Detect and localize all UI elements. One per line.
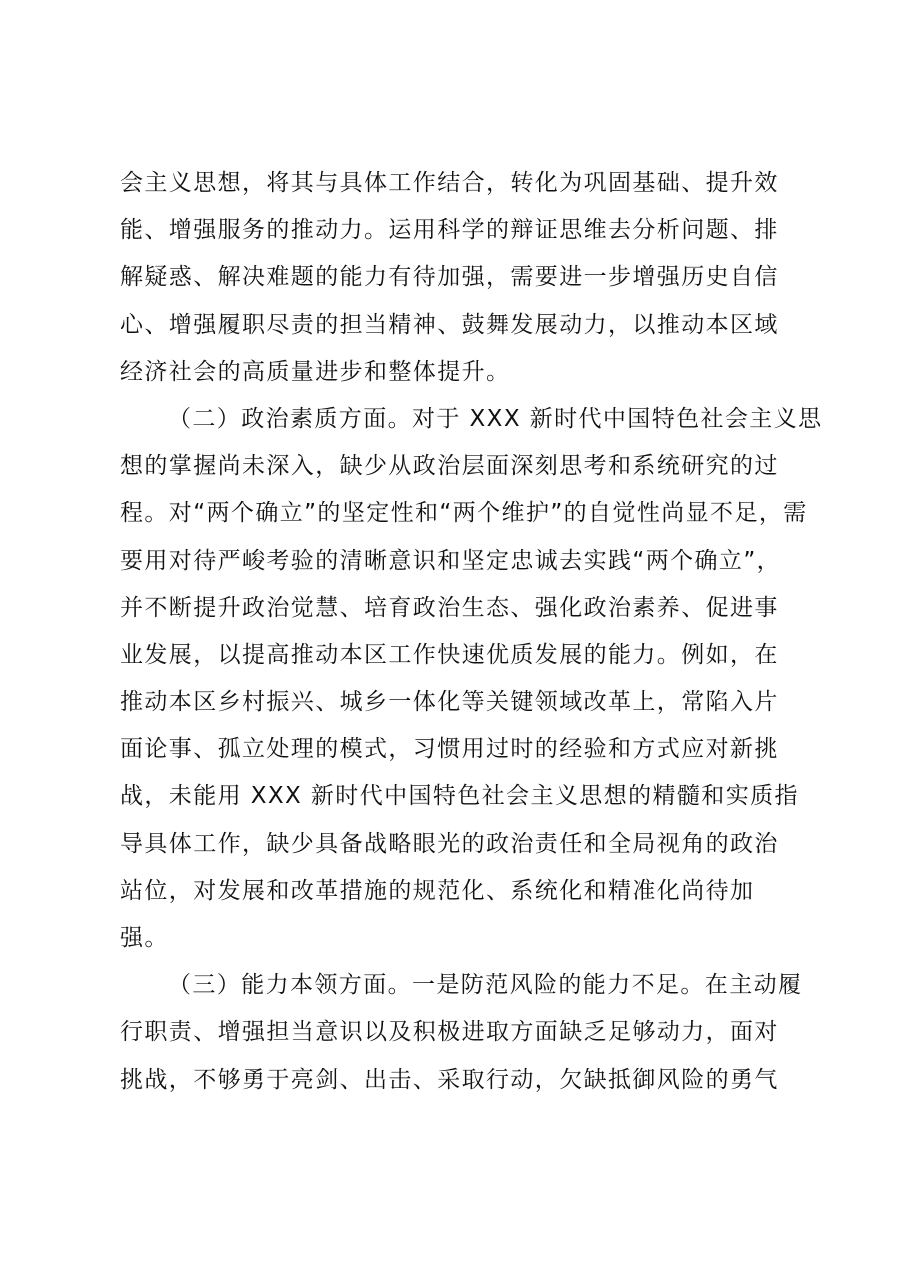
text-line: 面论事、孤立处理的模式，习惯用过时的经验和方式应对新挑 bbox=[120, 736, 779, 763]
paragraph-continuation bbox=[120, 160, 800, 396]
text-line: 行职责、增强担当意识以及积极进取方面缺乏足够动力，面对 bbox=[120, 1019, 779, 1046]
text-line: 强。 bbox=[120, 925, 169, 951]
text-line: 经济社会的高质量进步和整体提升。 bbox=[120, 358, 511, 385]
text-line: 导具体工作，缺少具备战略眼光的政治责任和全局视角的政治 bbox=[120, 830, 779, 857]
text-line: 会主义思想，将其与具体工作结合，转化为巩固基础、提升效 bbox=[120, 170, 779, 196]
text-line: （三）能力本领方面。一是防范风险的能力不足。在主动履 bbox=[168, 972, 803, 999]
text-line: 要用对待严峻考验的清晰意识和坚定忠诚去实践“两个确立”， bbox=[120, 547, 782, 574]
body-text bbox=[120, 160, 823, 1104]
text-line: 程。对“两个确立”的坚定性和“两个维护”的自觉性尚显不足，需 bbox=[120, 500, 808, 527]
text-line: 能、增强服务的推动力。运用科学的辩证思维去分析问题、排 bbox=[120, 217, 779, 244]
paragraph-capability bbox=[120, 962, 803, 1104]
text-line: 挑战，不够勇于亮剑、出击、采取行动，欠缺抵御风险的勇气 bbox=[120, 1066, 779, 1093]
text-line: 战，未能用 XXX 新时代中国特色社会主义思想的精髓和实质指 bbox=[120, 783, 799, 810]
text-line: 心、增强履职尽责的担当精神、鼓舞发展动力，以推动本区域 bbox=[120, 311, 779, 338]
text-line: 解疑惑、解决难题的能力有待加强，需要进一步增强历史自信 bbox=[120, 264, 779, 291]
text-line: 推动本区乡村振兴、城乡一体化等关键领域改革上，常陷入片 bbox=[120, 689, 779, 716]
text-line: 站位，对发展和改革措施的规范化、系统化和精准化尚待加 bbox=[120, 877, 755, 904]
text-line: 并不断提升政治觉慧、培育政治生态、强化政治素养、促进事 bbox=[120, 594, 779, 621]
text-line: （二）政治素质方面。对于 XXX 新时代中国特色社会主义思 bbox=[168, 405, 823, 432]
paragraph-political-quality bbox=[120, 396, 823, 962]
text-line: 想的掌握尚未深入，缺少从政治层面深刻思考和系统研究的过 bbox=[120, 453, 779, 480]
text-line: 业发展，以提高推动本区工作快速优质发展的能力。例如，在 bbox=[120, 641, 779, 668]
